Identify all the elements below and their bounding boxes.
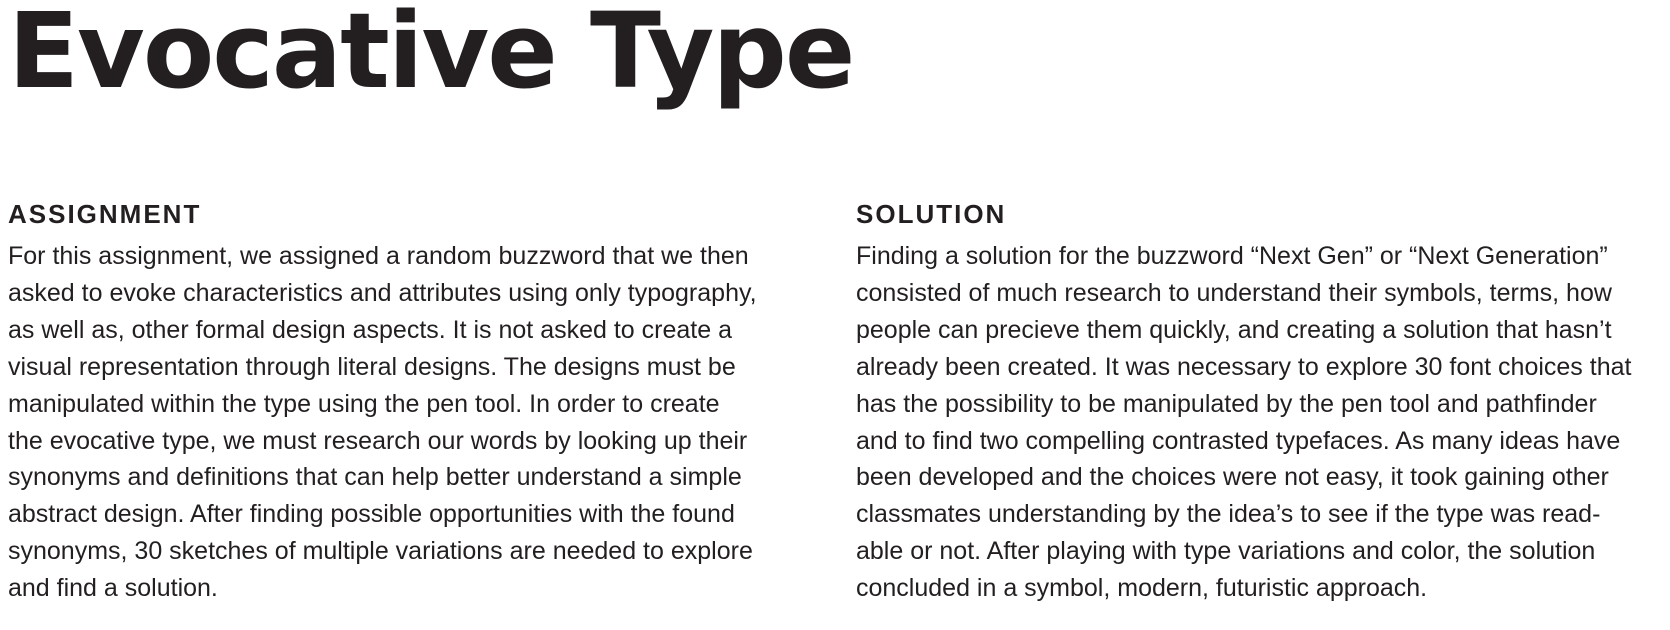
assignment-line: For this assignment, we assigned a random buzzword that we then: [8, 242, 749, 270]
assignment-line: as well as, other formal design aspects. It is not asked to create a: [8, 315, 732, 344]
solution-line: Finding a solution for the buzzword “Next Gen” or “Next Generation”: [856, 242, 1608, 270]
assignment-line: abstract design. After finding possible opportunities with the found: [8, 500, 735, 529]
solution-line: people can precieve them quickly, and creating a solution that hasn’t: [856, 315, 1612, 344]
solution-body: [856, 238, 1666, 607]
page-title: Evocative Type: [8, 0, 854, 112]
solution-line: been developed and the choices were not easy, it took gaining other: [856, 463, 1609, 492]
solution-line: consisted of much research to understand their symbols, terms, how: [856, 278, 1612, 307]
solution-line: and to find two compelling contrasted typefaces. As many ideas have: [856, 426, 1621, 455]
assignment-line: manipulated within the type using the pen tool. In order to create: [8, 389, 720, 418]
solution-line: already been created. It was necessary to explore 30 font choices that: [856, 352, 1632, 381]
assignment-line: synonyms and definitions that can help better understand a simple: [8, 463, 742, 492]
solution-line: able or not. After playing with type variations and color, the solution: [856, 537, 1596, 566]
assignment-line: asked to evoke characteristics and attributes using only typography,: [8, 278, 757, 307]
solution-section: [856, 186, 1666, 607]
assignment-heading: ASSIGNMENT: [8, 199, 202, 229]
assignment-body: [8, 238, 798, 607]
solution-line: classmates understanding by the idea’s to see if the type was read-: [856, 500, 1601, 529]
assignment-line: visual representation through literal designs. The designs must be: [8, 352, 736, 381]
solution-heading: SOLUTION: [856, 199, 1007, 229]
solution-line: has the possibility to be manipulated by the pen tool and pathfinder: [856, 389, 1597, 418]
assignment-line: synonyms, 30 sketches of multiple variations are needed to explore: [8, 537, 753, 566]
assignment-line: the evocative type, we must research our words by looking up their: [8, 426, 748, 455]
solution-line: concluded in a symbol, modern, futuristic approach.: [856, 574, 1428, 603]
assignment-section: [8, 186, 798, 607]
assignment-line: and find a solution.: [8, 574, 218, 603]
